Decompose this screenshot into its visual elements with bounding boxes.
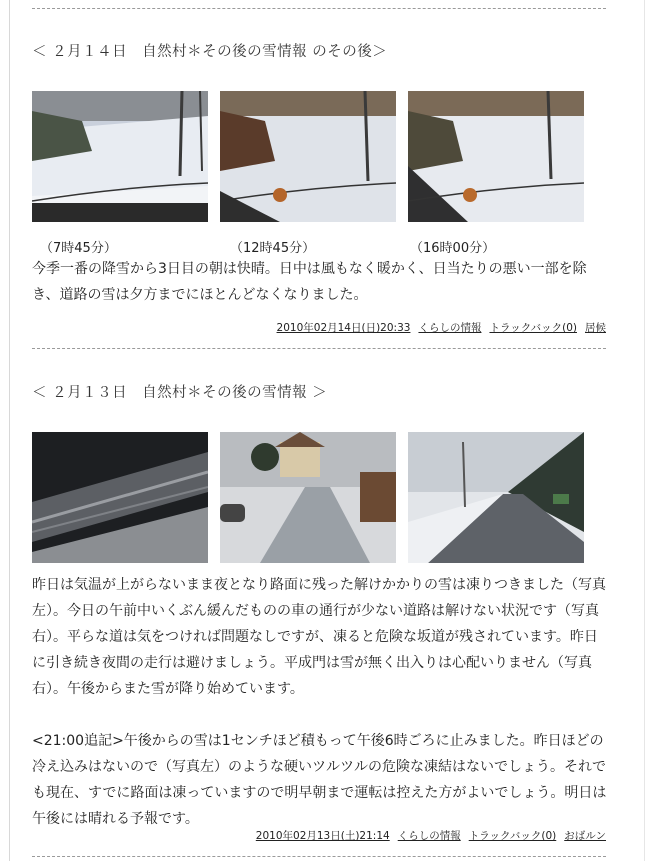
- right-border: [644, 0, 645, 861]
- entry-text-paragraph: 昨日は気温が上がらないまま夜となり路面に残った解けかかりの雪は凍りつきました（写真左）。今日の午前中いくぶん緩んだものの車の通行が少ない道路は解けない状況です（写真右）。平らな道は気をつければ問題なしですが、凍ると危険な坂道が残されています。昨日に引き続き夜間の走行は避けましょう。平成門は雪が無く出入りは心配いりません（写真右）。午後からまた雪が降り始めています。: [32, 577, 606, 697]
- photo-image: [408, 432, 584, 563]
- photo-icy-street[interactable]: [220, 432, 396, 563]
- entry-title: ＜ ２月１３日 自然村＊その後の雪情報 ＞: [32, 385, 328, 401]
- photo-snow-evening[interactable]: [408, 91, 584, 222]
- photo-snow-noon[interactable]: [220, 91, 396, 222]
- divider-top: [32, 8, 606, 9]
- author-link[interactable]: おばルン: [564, 830, 606, 842]
- photo-frozen-road-night[interactable]: [32, 432, 208, 563]
- entry-meta: [269, 320, 606, 335]
- entry-text-addendum: <21:00追記>午後からの雪は1センチほど積もって午後6時ごろに止みました。昨日ほどの冷え込みはないので（写真左）のような硬いツルツルの危険な凍結はないでしょう。それでも現在、すでに路面は凍っていますので明早朝まで運転は控えた方がよいでしょう。明日は午後には晴れる予報です。: [32, 733, 607, 827]
- photo-image: [220, 91, 396, 222]
- photo-caption: （12時45分）: [230, 241, 316, 256]
- photo-image: [32, 432, 208, 563]
- photo-snow-morning[interactable]: [32, 91, 208, 222]
- author-link[interactable]: 居候: [585, 322, 606, 334]
- trackback-link[interactable]: トラックバック(0): [489, 322, 577, 334]
- category-link[interactable]: くらしの情報: [397, 830, 461, 842]
- entry-text: 今季一番の降雪から3日目の朝は快晴。日中は風もなく暖かく、日当たりの悪い一部を除き、道路の雪は夕方までにほとんどなくなりました。: [32, 261, 587, 303]
- divider-middle: [32, 348, 606, 349]
- photo-image: [408, 91, 584, 222]
- post-date-link[interactable]: 2010年02月13日(土)21:14: [255, 830, 390, 842]
- entry-meta: [248, 828, 606, 843]
- photo-image: [220, 432, 396, 563]
- divider-bottom: [32, 856, 606, 857]
- photo-image: [32, 91, 208, 222]
- category-link[interactable]: くらしの情報: [418, 322, 482, 334]
- photo-caption: （16時00分）: [410, 241, 496, 256]
- entry-title: ＜ ２月１４日 自然村＊その後の雪情報 のその後＞: [32, 44, 388, 60]
- photo-road-gate[interactable]: [408, 432, 584, 563]
- photo-caption: （7時45分）: [40, 241, 117, 256]
- left-border: [9, 0, 10, 861]
- post-date-link[interactable]: 2010年02月14日(日)20:33: [276, 322, 411, 334]
- entry-body: [32, 256, 607, 308]
- entry-body: [32, 572, 607, 832]
- trackback-link[interactable]: トラックバック(0): [468, 830, 557, 842]
